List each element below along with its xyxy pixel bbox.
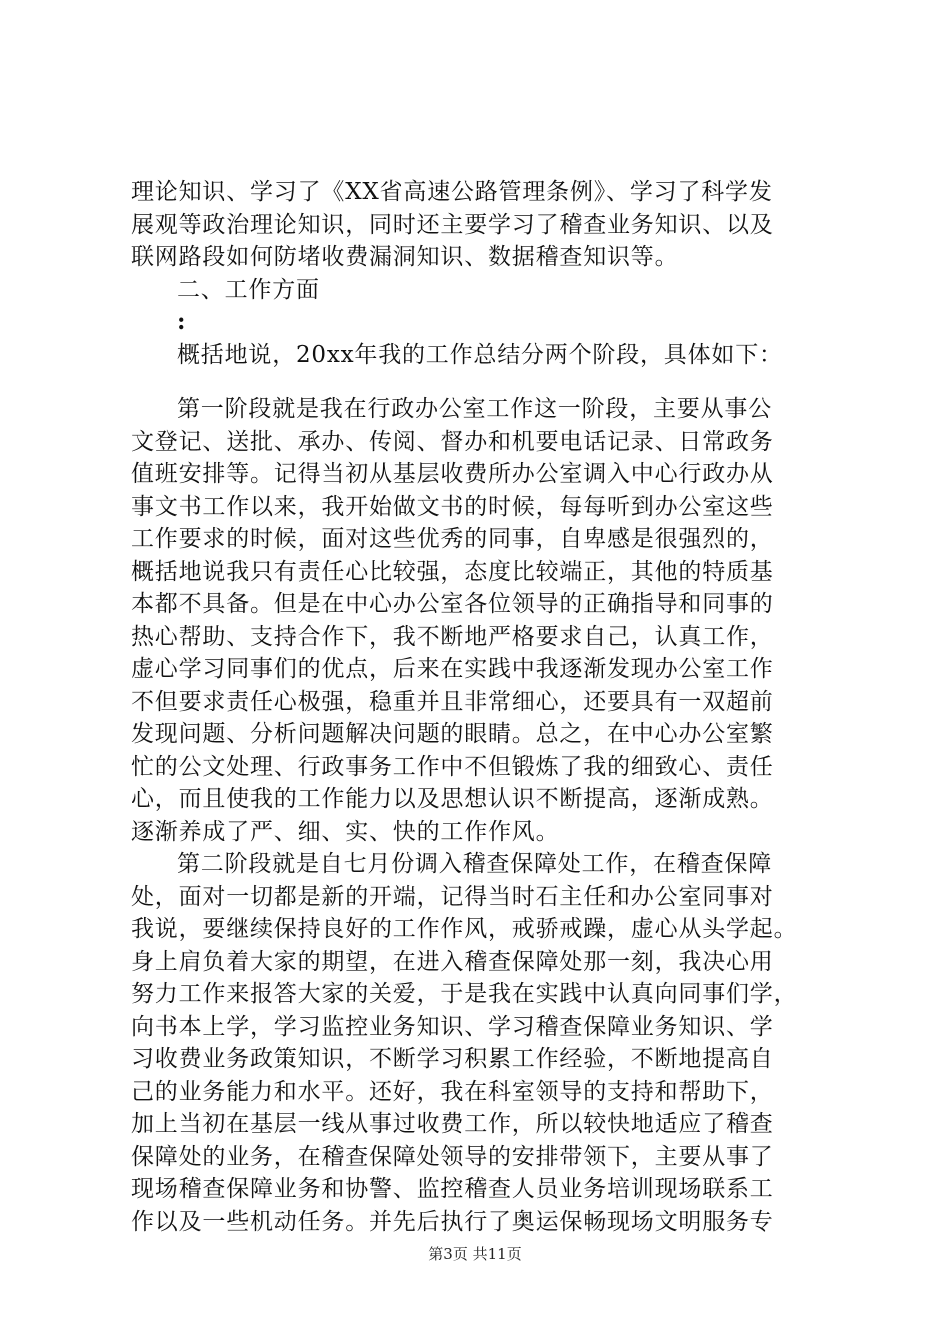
text-line: 身上肩负着大家的期望，在进入稽查保障处那一刻，我决心用 <box>131 948 774 975</box>
text-line: 本都不具备。但是在中心办公室各位领导的正确指导和同事的 <box>131 591 774 617</box>
text-line: 处，面对一切都是新的开端，记得当时石主任和办公室同事对 <box>131 883 774 910</box>
text-line: 发现问题、分析问题解决问题的眼睛。总之，在中心办公室繁 <box>131 721 774 747</box>
text-line: 己的业务能力和水平。还好，我在科室领导的支持和帮助下， <box>131 1078 774 1105</box>
text-line: 展观等政治理论知识，同时还主要学习了稽查业务知识、以及 <box>131 211 774 238</box>
text-line: 作以及一些机动任务。并先后执行了奥运保畅现场文明服务专 <box>131 1208 774 1235</box>
text-line: 我说，要继续保持良好的工作作风，戒骄戒躁，虚心从头学起。 <box>131 916 798 942</box>
text-line: 加上当初在基层一线从事过收费工作，所以较快地适应了稽查 <box>131 1111 774 1137</box>
paragraph-first-line: : <box>177 308 187 335</box>
text-line: 不但要求责任心极强，稳重并且非常细心，还要具有一双超前 <box>131 688 774 715</box>
text-line: 工作要求的时候，面对这些优秀的同事，自卑感是很强烈的， <box>131 526 774 552</box>
text-line: 概括地说我只有责任心比较强，态度比较端正，其他的特质基 <box>131 558 774 585</box>
text-line: 心，而且使我的工作能力以及思想认识不断提高，逐渐成熟。 <box>131 786 774 812</box>
text-line: 保障处的业务，在稽查保障处领导的安排带领下，主要从事了 <box>131 1143 774 1170</box>
document-body <box>131 176 831 1238</box>
paragraph-first-line: 第一阶段就是我在行政办公室工作这一阶段，主要从事公 <box>177 396 772 422</box>
text-line: 文登记、送批、承办、传阅、督办和机要电话记录、日常政务 <box>131 428 774 455</box>
text-line: 理论知识、学习了《XX省高速公路管理条例》、学习了科学发 <box>131 179 773 205</box>
page-footer: 第3页 共11页 <box>428 1245 522 1263</box>
paragraph-spacer <box>131 371 831 393</box>
paragraph-first-line: 第二阶段就是自七月份调入稽查保障处工作，在稽查保障 <box>177 851 772 877</box>
text-line: 事文书工作以来，我开始做文书的时候，每每听到办公室这些 <box>131 493 774 520</box>
text-line: 热心帮助、支持合作下，我不断地严格要求自己，认真工作， <box>131 623 774 650</box>
text-line: 习收费业务政策知识，不断学习积累工作经验，不断地提高自 <box>131 1046 774 1072</box>
text-line: 努力工作来报答大家的关爱，于是我在实践中认真向同事们学， <box>131 981 798 1007</box>
text-line: 联网路段如何防堵收费漏洞知识、数据稽查知识等。 <box>131 244 679 270</box>
text-line: 现场稽查保障业务和协警、监控稽查人员业务培训现场联系工 <box>131 1176 774 1202</box>
text-line: 值班安排等。记得当初从基层收费所办公室调入中心行政办从 <box>131 461 774 487</box>
text-line: 向书本上学，学习监控业务知识、学习稽查保障业务知识、学 <box>131 1013 774 1040</box>
paragraph-first-line: 概括地说，20xx年我的工作总结分两个阶段，具体如下： <box>177 341 783 368</box>
text-line: 忙的公文处理、行政事务工作中不但锻炼了我的细致心、责任 <box>131 753 774 780</box>
text-line: 逐渐养成了严、细、实、快的工作作风。 <box>131 818 560 845</box>
paragraph-first-line: 二、工作方面 <box>177 276 320 303</box>
text-line: 虚心学习同事们的优点，后来在实践中我逐渐发现办公室工作 <box>131 656 774 682</box>
